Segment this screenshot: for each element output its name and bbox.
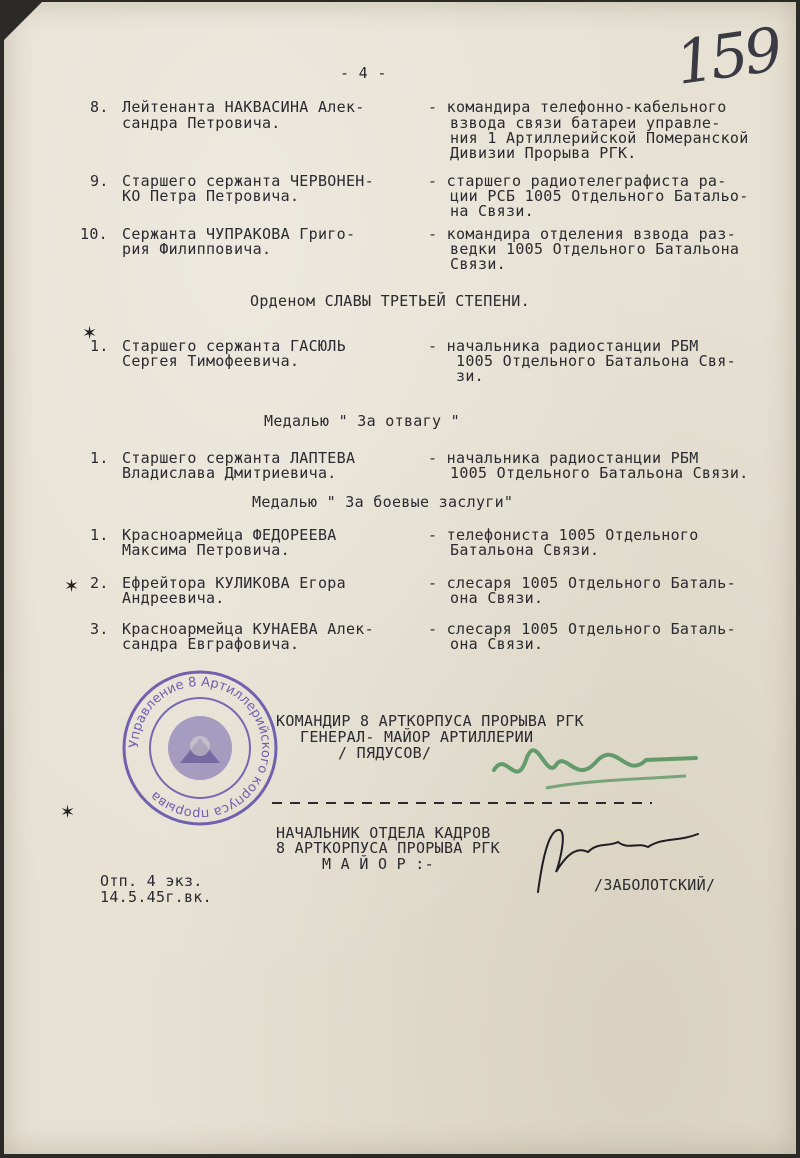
item-name: Старшего сержанта ЧЕРВОНЕН- [122,172,374,190]
item-position: 1005 Отдельного Батальона Свя- [456,352,736,370]
item-position: - командира отделения взвода раз- [428,225,736,243]
item-position: Батальона Связи. [450,541,600,559]
commander-rank: ГЕНЕРАЛ- МАЙОР АРТИЛЛЕРИИ [300,728,534,746]
item-position: - слесаря 1005 Отдельного Баталь- [428,620,736,638]
item-name: сандра Петровича. [122,114,281,132]
stamp-text: Управление 8 Артиллерийского корпуса прорыва [126,674,274,822]
commander-title: КОМАНДИР 8 АРТКОРПУСА ПРОРЫВА РГК [276,712,584,730]
personnel-head-title: НАЧАЛЬНИК ОТДЕЛА КАДРОВ [276,824,491,842]
emblem-icon [168,716,232,780]
item-name: Красноармейца КУНАЕВА Алек- [122,620,374,638]
item-name: рия Филипповича. [122,240,272,258]
item-position: ведки 1005 Отдельного Батальона [450,240,740,258]
personnel-head-unit: 8 АРТКОРПУСА ПРОРЫВА РГК [276,839,500,857]
item-position: - начальника радиостанции РБМ [428,337,699,355]
item-position: - слесаря 1005 Отдельного Баталь- [428,574,736,592]
item-position: - старшего радиотелеграфиста ра- [428,172,727,190]
item-name: Красноармейца ФЕДОРЕЕВА [122,526,337,544]
personnel-head-rank: М А Й О Р :- [322,855,434,873]
item-position: взвода связи батареи управле- [450,114,721,132]
item-position: ции РСБ 1005 Отдельного Батальо- [450,187,749,205]
item-number: 2. [90,574,109,592]
document-page [4,2,796,1154]
item-name: Сержанта ЧУПРАКОВА Григо- [122,225,356,243]
page-number: - 4 - [340,64,387,82]
item-name: Максима Петровича. [122,541,290,559]
item-name: Сергея Тимофеевича. [122,352,300,370]
item-position: 1005 Отдельного Батальона Связи. [450,464,749,482]
separator-line [272,802,652,804]
copies-note: Отп. 4 экз. [100,872,203,890]
item-name: Владислава Дмитриевича. [122,464,337,482]
item-name: Лейтенанта НАКВАСИНА Алек- [122,98,365,116]
section-heading-glory: Орденом СЛАВЫ ТРЕТЬЕЙ СТЕПЕНИ. [250,292,530,310]
section-heading-courage: Медалью " За отвагу " [264,412,460,430]
item-number: 1. [90,526,109,544]
item-number: 1. [90,337,109,355]
item-name: Старшего сержанта ЛАПТЕВА [122,449,356,467]
star-mark-icon: ✶ [64,576,80,597]
item-position: Связи. [450,255,506,273]
item-position: она Связи. [450,635,544,653]
item-number: 1. [90,449,109,467]
item-name: Старшего сержанта ГАСЮЛЬ [122,337,346,355]
commander-name: / ПЯДУСОВ/ [338,744,432,762]
item-position: ния 1 Артиллерийской Померанской [450,129,749,147]
item-name: сандра Евграфовича. [122,635,300,653]
official-stamp [120,668,280,828]
star-mark-icon: ✶ [60,802,76,823]
item-position: на Связи. [450,202,534,220]
item-number: 10. [80,225,108,243]
item-name: КО Петра Петровича. [122,187,300,205]
star-mark-icon: ✶ [82,323,98,344]
item-position: зи. [456,367,484,385]
item-number: 8. [90,98,109,116]
archive-number: 159 [671,15,783,99]
item-name: Андреевича. [122,589,225,607]
item-name: Ефрейтора КУЛИКОВА Егора [122,574,346,592]
item-position: Дивизии Прорыва РГК. [450,144,637,162]
section-heading-merit: Медалью " За боевые заслуги" [252,493,514,511]
item-number: 9. [90,172,109,190]
item-position: она Связи. [450,589,544,607]
item-position: - командира телефонно-кабельного [428,98,727,116]
personnel-head-name: /ЗАБОЛОТСКИЙ/ [594,876,716,894]
item-number: 3. [90,620,109,638]
date-note: 14.5.45г.вк. [100,888,212,906]
commander-signature [486,740,706,800]
item-position: - начальника радиостанции РБМ [428,449,699,467]
item-position: - телефониста 1005 Отдельного [428,526,699,544]
